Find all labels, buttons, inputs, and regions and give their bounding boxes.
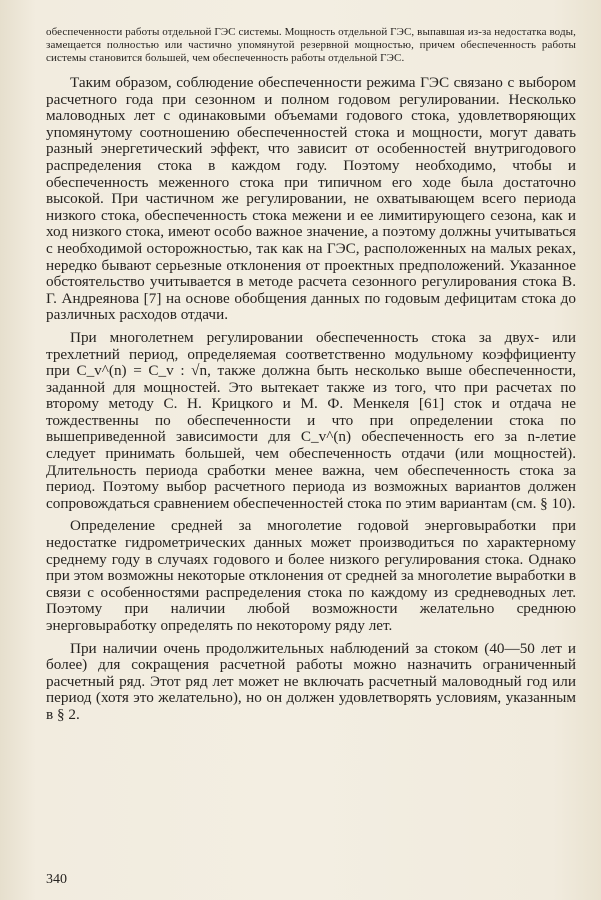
page-number: 340 xyxy=(46,872,67,887)
paragraph-1: Таким образом, соблюдение обеспеченности режима ГЭС связано с выбором расчетного года при сезонном и полном годовом регулировании. Несколько маловодных лет с одинаковыми объемами годового стока, удовлетворяющих упомянутому соотношению обеспеченностей стока и мощности, могут давать разный энергетический эффект, что зависит от особенностей внутригодового распределения стока в каждом году. Поэтому необходимо, чтобы и обеспеченность меженного стока при типичном его ходе была достаточно высокой. При частичном же регулировании, не охватывающем всего периода низкого стока, обеспеченность стока межени и ее лимитирующего сезона, как и ход низкого стока, имеют особо важное значение, а поэтому должны учитываться с необходимой осторожностью, так как на ГЭС, расположенных на малых реках, нередко бывают серьезные отклонения от проектных предположений. Указанное обстоятельство учитывается в методе расчета сезонного регулирования стока В. Г. Андреянова [7] на основе обобщения данных по годовым дефицитам стока до различных расходов отдачи. xyxy=(46,74,576,324)
footnote-continuation: обеспеченности работы отдельной ГЭС системы. Мощность отдельной ГЭС, выпавшая из-за недостатка воды, замещается полностью или частично упомянутой резервной мощностью, причем обеспеченность работы системы становится большей, чем обеспеченность работы отдельной ГЭС. xyxy=(46,26,576,64)
paragraph-4: При наличии очень продолжительных наблюдений за стоком (40—50 лет и более) для сокращения расчетной работы можно назначить ограниченный расчетный ряд. Этот ряд лет может не включать расчетный маловодный год или период (хотя это желательно), но он должен удовлетворять условиям, указанным в § 2. xyxy=(46,639,576,723)
paragraph-3: Определение средней за многолетие годовой энерговыработки при недостатке гидрометрических данных может производиться по характерному среднему году в случаях годового и более низкого регулирования стока. Однако при этом возможны некоторые отклонения от средней за многолетие выработки в связи с особенностями распределения стока по каждому из средневодных лет. Поэтому при наличии любой возможности желательно среднюю энерговыработку определять по некоторому ряду лет. xyxy=(46,517,576,634)
paragraph-2: При многолетнем регулировании обеспеченность стока за двух- или трехлетний период, определяемая соответственно модульному коэффициенту при C_v^(n) = C_v : √n, также должна быть несколько выше обеспеченности, заданной для мощностей. Это вытекает также из того, что при расчетах по второму методу С. Н. Крицкого и М. Ф. Менкеля [61] сток и отдача не тождественны по обеспеченности и что при определении стока по вышеприведенной зависимости для C_v^(n) обеспеченность его за n-летие следует принимать большей, чем обеспеченность отдачи (или мощностей). Длительность периода сработки менее важна, чем обеспеченность стока за период. Поэтому выбор расчетного периода из возможных вариантов должен сопровождаться сравнением обеспеченностей стока по этим вариантам (см. § 10). xyxy=(46,328,576,512)
text-column xyxy=(46,26,576,730)
